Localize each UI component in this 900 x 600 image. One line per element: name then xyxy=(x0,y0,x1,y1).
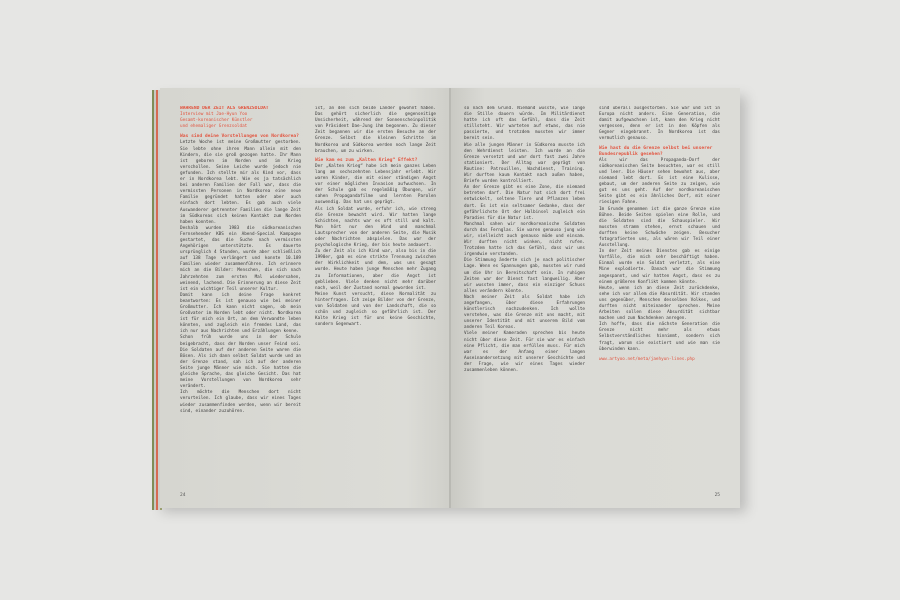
body-text: Der „Kalten Krieg“ habe ich mein ganzes Leben lang am sechszehnten Lebensjahr erlebt. Wir waren Kinder, die mit einer ständigen Angst vor einer möglichen Invasion aufwuchsen. In der Schule gab es regelmäßig Übungen, wir sahen Propagandafilme und lernten Parolen auswendig. Das hat uns geprägt. Als ich Soldat wurde, erfuhr ich, wie streng die Grenze bewacht wird. Wir hatten lange Schichten, nachts war es oft still und kalt. Man hört nur den Wind und manchmal Lautsprecher von der anderen Seite, die Musik oder Nachrichten abspielen. Das war der psychologische Krieg, der bis heute andauert. Zu der Zeit als ich Kind war, also bis in die 1990er, gab es eine strikte Trennung zwischen der Wirklichkeit und dem, was uns gesagt wurde. Heute haben junge Menschen mehr Zugang zu Informationen, aber die Angst ist geblieben. Viele denken nicht mehr darüber nach, weil der Zustand normal geworden ist. Meine Kunst versucht, diese Normalität zu hinterfragen. Ich zeige Bilder von der Grenze, von Soldaten und von der Landschaft, die so schön und zugleich so gefährlich ist. Der Kalte Krieg ist für uns keine Geschichte, sondern Gegenwart. xyxy=(315,163,436,328)
body-text: Letzte Woche ist meine Großmutter gestorben. Sie lebte ohne ihren Mann allein mit den Kindern, die sie groß gezogen hatte. Ihr Mann ist geboren im Norden und im Krieg verschollen. Seine Leiche wurde jedoch nie gefunden. Ich stellte mir als Kind vor, dass er in Nordkorea lebt. Wie es ja tatsächlich bei anderen Familien der Fall war, dass die vermissten Personen in Nordkorea eine neue Familie gegründet hatten oder aber auch einfach dort lebten. Es gab auch viele Auswanderer getrennter Familien die lange Zeit im Südkoreas sich keinen Kontakt zum Norden haben konnten. Deshalb wurden 1983 die südkoreanischen Fernsehender KBS ein Abend-Special Kampagne gestartet, das die Suche nach vermissten Angehörigen unterstützte. Es dauerte ursprünglich 4 Stunden, wurde aber schließlich auf 138 Tage verlängert und konnte 10.189 Familien wieder zusammenführen. Ich erinnere mich an die Bilder: Menschen, die sich nach Jahrzehnten zum ersten Mal wiedersahen, weinend, lachend. Die Erinnerung an diese Zeit ist ein wichtiger Teil unserer Kultur. Damit kann ich deine Frage konkret beantworten: Es ist genauso wie bei meiner Großmutter. Ich kann nicht sagen, ob mein Großvater im Norden lebt oder nicht. Nordkorea ist für mich ein Ort, an dem Verwandte leben könnten, und zugleich ein fremdes Land, das ich nur aus Nachrichten und Erzählungen kenne. Schon früh wurde uns in der Schule beigebracht, dass der Norden unser Feind sei. Die Soldaten auf der anderen Seite waren die Bösen. Als ich dann selbst Soldat wurde und an der Grenze stand, sah ich auf der anderen Seite junge Männer wie mich. Sie hatten die gleiche Sprache, das gleiche Gesicht. Das hat meine Vorstellungen von Nordkorea sehr verändert. Ich möchte die Menschen dort nicht verurteilen. Ich glaube, dass wir eines Tages wieder zusammenfinden werden, wenn wir bereit sind, einander zuzuhören. xyxy=(180,140,301,414)
page-number: 24 xyxy=(180,493,186,498)
question-heading: Wie hast du die Grenze selbst bei unserer Bundesrepublik gesehen? xyxy=(599,145,713,157)
page-number: 25 xyxy=(714,493,720,498)
magazine-spread xyxy=(160,88,740,508)
body-text: so nach dem Grund. Niemand wusste, wie lange die Stille dauern würde. Im Militärdienst hatte ich oft das Gefühl, dass die Zeit stillsteht. Wir warteten auf etwas, das nie passierte, und trotzdem mussten wir immer bereit sein. Wie alle jungen Männer in Südkorea musste ich den Wehrdienst leisten. Ich wurde an die Grenze versetzt und war dort fast zwei Jahre stationiert. Der Alltag war geprägt von Routine: Patrouillen, Wachdienst, Training. Wir durften kaum Kontakt nach außen haben, Briefe wurden kontrolliert. An der Grenze gibt es eine Zone, die niemand betreten darf. Die Natur hat sich dort frei entwickelt, seltene Tiere und Pflanzen leben dort. Es ist ein seltsamer Gedanke, dass der gefährlichste Ort der Halbinsel zugleich ein Paradies für die Natur ist. Manchmal sahen wir nordkoreanische Soldaten durch das Fernglas. Sie waren genauso jung wie wir, vielleicht auch genauso müde und einsam. Wir durften nicht winken, nicht rufen. Trotzdem hatte ich das Gefühl, dass wir uns irgendwie verstanden. Die Stimmung änderte sich je nach politischer Lage. Wenn es Spannungen gab, mussten wir rund um die Uhr in Bereitschaft sein. In ruhigen Zeiten war der Dienst fast langweilig. Aber wir wussten immer, dass ein einziger Schuss alles verändern könnte. Nach meiner Zeit als Soldat habe ich angefangen, über diese Erfahrungen künstlerisch nachzudenken. Ich wollte verstehen, was die Grenze mit uns macht, mit unserer Identität und mit unserem Bild vom anderen Teil Koreas. Viele meiner Kameraden sprechen bis heute nicht über diese Zeit. Für sie war es einfach eine Pflicht, die man erfüllen muss. Für mich war es der Anfang einer langen Auseinandersetzung mit unserer Geschichte und der Frage, wie wir eines Tages wieder zusammenleben können. xyxy=(464,106,585,374)
body-text: sind überall ausgestorben. Sie war und ist in Europa nicht anders. Eine Generation, die damit aufgewachsen ist, kann den Krieg nicht vergessen, denn er ist in den Köpfen als Gegner eingebrannt. In Nordkorea ist das vermutlich genauso. xyxy=(599,106,720,142)
right-column-1 xyxy=(464,106,585,490)
question-heading: Wie kam es zum „Kalten Krieg“ Effekt? xyxy=(315,157,418,163)
left-column-1 xyxy=(180,106,301,490)
website-link[interactable]: www.artyoo.net/meta/jaehyun-lines.php xyxy=(599,356,695,362)
article-subtitle: Interview mit Jae-Hyun Yoo Gesamt-koreanischer Künstler und ehemaliger Grenzsoldat xyxy=(180,112,253,130)
body-text: ist, an den sich beide Länder gewöhnt haben. Das gehört sicherlich die gegenseitige Unsicherheit, während der Sonnenscheinpolitik von Präsident Dae-Jung ihm begonnen. Zu dieser Zeit begannen wir die ersten Besuche an der Grenze. Selbst die kleinen Schritte im Nordkorea und Südkorea werden noch lange Zeit brauchen, um zu wirken. xyxy=(315,106,436,154)
article-title: WÄHREND DER ZEIT ALS GRENZSOLDAT xyxy=(180,106,269,111)
question-heading: Was sind deine Vorstellungen von Nordkorea? xyxy=(180,134,299,140)
gutter-fold xyxy=(449,88,451,508)
left-page xyxy=(160,88,450,508)
left-column-2 xyxy=(315,106,436,490)
body-text: Als wir das Propaganda-Dorf der südkoreanischen Seite besuchten, war es still und leer. Die Häuser sehen bewohnt aus, aber niemand lebt dort. Es ist eine Kulisse, gebaut, um der anderen Seite zu zeigen, wie gut es uns geht. Auf der nordkoreanischen Seite gibt es ein ähnliches Dorf, mit einer riesigen Fahne. Im Grunde genommen ist die ganze Grenze eine Bühne. Beide Seiten spielen eine Rolle, und die Soldaten sind die Schauspieler. Wir mussten stramm stehen, ernst schauen und durften keine Schwäche zeigen. Besucher fotografierten uns, als wären wir Teil einer Ausstellung. In der Zeit meines Dienstes gab es einige Vorfälle, die mich sehr beschäftigt haben. Einmal wurde ein Soldat verletzt, als eine Mine explodierte. Danach war die Stimmung angespannt, und wir hatten Angst, dass es zu einem größeren Konflikt kommen könnte. Heute, wenn ich an diese Zeit zurückdenke, sehe ich vor allem die Absurdität. Wir standen uns gegenüber, Menschen desselben Volkes, und durften nicht miteinander sprechen. Meine Arbeiten sollen diese Absurdität sichtbar machen und zum Nachdenken anregen. Ich hoffe, dass die nächste Generation die Grenze nicht mehr als etwas Selbstverständliches hinnimmt, sondern sich fragt, warum sie existiert und wie man sie überwinden kann. xyxy=(599,157,720,352)
right-page xyxy=(450,88,740,508)
right-column-2 xyxy=(599,106,720,490)
